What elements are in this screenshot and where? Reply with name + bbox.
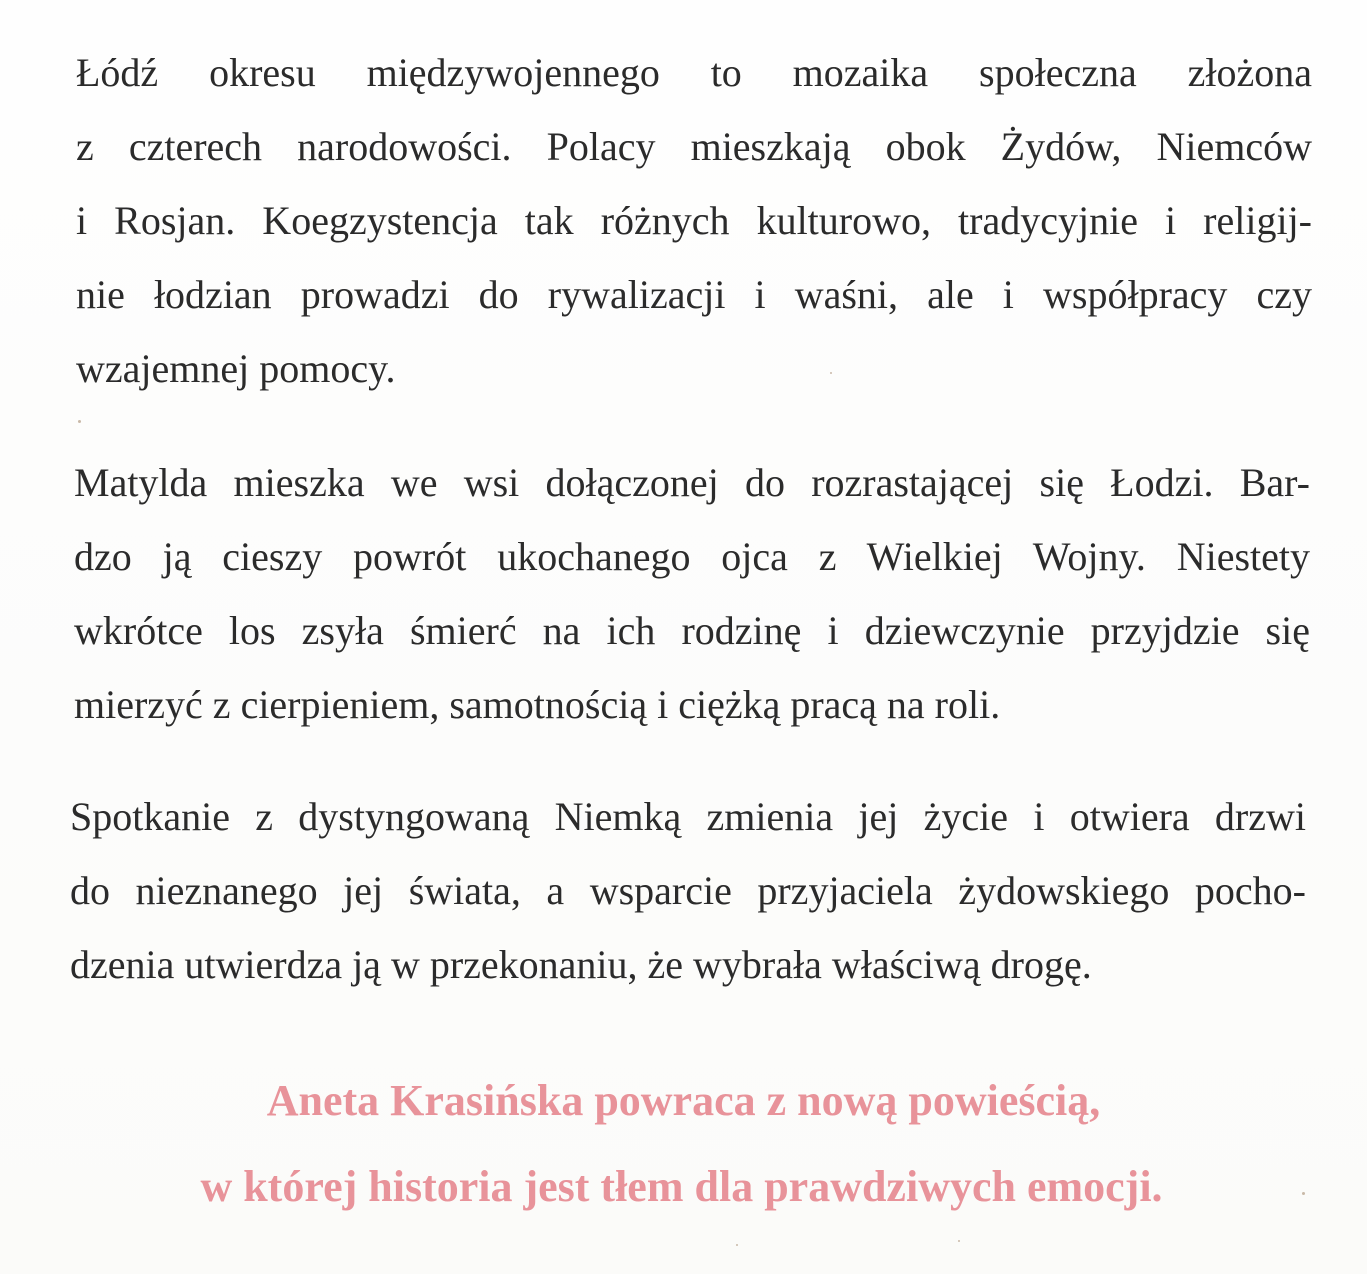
paragraph-line: do nieznanego jej świata, a wsparcie przyjaciela żydowskiego pocho- [70, 868, 1306, 913]
paragraph-line: i Rosjan. Koegzystencja tak różnych kulturowo, tradycyjnie i religij- [76, 198, 1312, 243]
paragraph-line: nie łodzian prowadzi do rywalizacji i waśni, ale i współpracy czy [76, 272, 1312, 317]
paragraph-matylda [74, 446, 1310, 742]
paragraph-line: z czterech narodowości. Polacy mieszkają obok Żydów, Niemców [76, 124, 1312, 169]
paragraph-line: wkrótce los zsyła śmierć na ich rodzinę i dziewczynie przyjdzie się [74, 608, 1310, 653]
paragraph-line: Spotkanie z dystyngowaną Niemką zmienia jej życie i otwiera drzwi [70, 794, 1306, 839]
paper-speck [78, 420, 81, 423]
paragraph-line: wzajemnej pomocy. [76, 346, 396, 391]
paragraph-intro [76, 36, 1312, 406]
paragraph-line: dzo ją cieszy powrót ukochanego ojca z Wielkiej Wojny. Niestety [74, 534, 1310, 579]
paper-speck [1302, 1192, 1305, 1195]
paragraph-line: mierzyć z cierpieniem, samotnością i ciężką pracą na roli. [74, 682, 1001, 727]
tagline-line-1: Aneta Krasińska powraca z nową powieścią, [266, 1076, 1101, 1125]
paper-speck [736, 1244, 738, 1246]
paragraph-spotkanie [70, 780, 1306, 1002]
paper-speck [830, 372, 832, 374]
paper-speck [958, 1240, 960, 1242]
tagline-line-2: w której historia jest tłem dla prawdziwych emocji. [200, 1162, 1163, 1211]
paragraph-line: dzenia utwierdza ją w przekonaniu, że wybrała właściwą drogę. [70, 942, 1092, 987]
author-tagline [0, 1058, 1367, 1230]
paragraph-line: Matylda mieszka we wsi dołączonej do rozrastającej się Łodzi. Bar- [74, 460, 1310, 505]
paragraph-line: Łódź okresu międzywojennego to mozaika społeczna złożona [76, 50, 1312, 95]
